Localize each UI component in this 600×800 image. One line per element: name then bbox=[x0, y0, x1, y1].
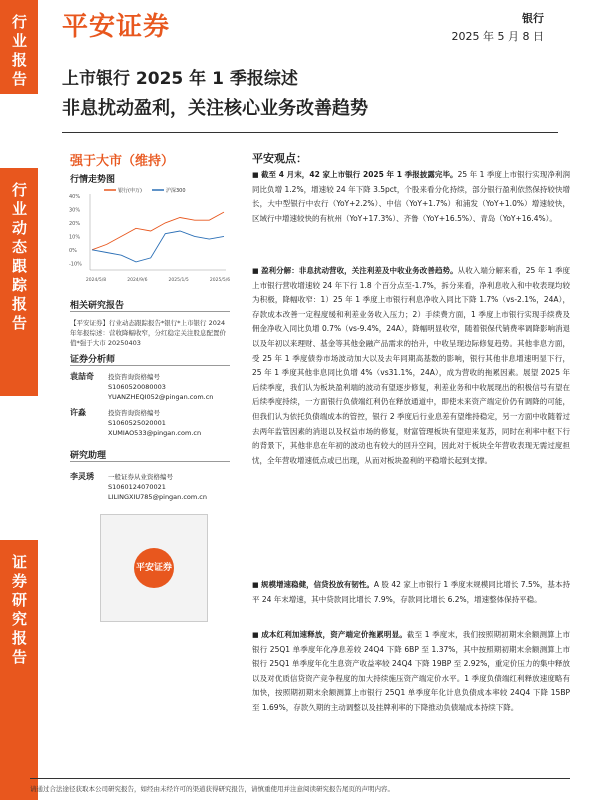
legend-hs300: 沪深300 bbox=[166, 188, 186, 194]
footer-disclaimer: 请通过合法途径获取本公司研究报告，如经由未经许可的渠道获得研究报告，请慎重使用并注意阅读研究报告尾页的声明内容。 bbox=[30, 785, 394, 793]
bullet-icon: ■ bbox=[252, 267, 261, 275]
paragraph-lead: 规模增速稳健，信贷投放有韧性。 bbox=[260, 580, 374, 589]
x-tick-label: 2024/9/6 bbox=[127, 278, 148, 283]
viewpoint-paragraph bbox=[252, 168, 570, 226]
side-label-dynamic-tracking: 行业动态跟踪报告 bbox=[0, 168, 38, 396]
paragraph-lead: 截至 4 月末，42 家上市银行 2025 年 1 季报披露完毕。 bbox=[260, 170, 458, 179]
y-tick-label: 20% bbox=[69, 220, 81, 227]
qr-logo-icon: 平安证券 bbox=[134, 548, 174, 588]
industry-label: 银行 bbox=[522, 12, 544, 25]
analyst-role: 投资咨询资格编号 bbox=[108, 373, 160, 381]
analyst-id: S1060520080003 bbox=[108, 383, 166, 391]
viewpoints-title: 平安观点： bbox=[252, 152, 307, 165]
company-logo: 平安证券 bbox=[62, 12, 171, 42]
viewpoint-paragraph bbox=[252, 628, 570, 716]
paragraph-body: 从收入端分解来看，25 年 1 季度上市银行营收增速较 24 年下行 1.8 个百分点至-1.7%，拆分来看，净利息收入和中收表现均较为积极，降幅收窄：1）25 年 1 季度上市银行利息净收入同比下降 1.7%（vs-2.1%，24A），存款成本改善一定程度缓和利差业务收入压力；2）手续费方面，1 季度上市银行实现手续费及佣金净收入同比负增 0.7%（vs-9.4%，24A），降幅明显收窄，随着银保代销费率调降影响消退以及年初以来理财、基金等其他金融产品需求的抬升，中收呈现边际修复趋势。其他非息方面，受 25 年 1 季度债券市场波动加大以及去年同期高基数的影响，银行其他非息增速明显下行，25 年 1 季度其他非息同比负增 4%（vs31.1%，24A），成为营收的拖累因素。展望 2025 年后续季度，我们认为板块盈利端的波动有望逐步修复，利差业务和中收展现出的积极信号有望在后续季度持续，一方面银行负债端红利仍在释放通道中，即使未来资产端定价仍有调降的可能，但我们认为依托负债端成本的管控，银行 2 季度后行业息差有望维持稳定，另一方面中收随着过去两年监管因素的消退以及权益市场的修复，财富管理板块有望迎来复苏，同时在利率中枢下行的背景下，其他非息在年初的波动也有较大的回升空间，因此对于板块全年营收表现无需过度担忧，全年营收增速低点或已出现，从而对板块盈利的平稳增长起到支撑。 bbox=[252, 266, 571, 465]
y-tick-label: 30% bbox=[69, 207, 81, 214]
series-line bbox=[92, 231, 224, 262]
chart-title: 行情走势图 bbox=[70, 175, 116, 185]
divider bbox=[70, 311, 230, 312]
report-subtitle: 非息扰动盈利，关注核心业务改善趋势 bbox=[62, 98, 368, 119]
report-title: 上市银行 2025 年 1 季报综述 bbox=[62, 69, 298, 89]
y-tick-label: 0% bbox=[69, 247, 77, 254]
assistant-email[interactable]: LILINGXIU785@pingan.com.cn bbox=[108, 493, 207, 501]
paragraph-body: 截至 1 季度末，我们按照期初期末余额测算上市银行 25Q1 单季度年化净息差较 24Q4 下降 6BP 至 1.37%，其中按照期初期末余额测算上市银行 25Q1 单季度年化生息资产收益率较 24Q4 下降 19BP 至 2.92%，重定价压力的集中释放以及对优质信贷资产竞争程度的加大持续施压资产端定价水平。1 季度负债端红利释放速度略有加快，按照期初期末余额测算上市银行 25Q1 单季度年化计息负债成本率较 24Q4 下降 15BP 至 1.69%，存款久期的主动调整以及挂牌利率的下降推动负债端成本持续下降。 bbox=[252, 630, 570, 712]
header-divider bbox=[62, 132, 558, 133]
trend-chart-svg bbox=[68, 182, 230, 286]
qr-code[interactable] bbox=[100, 514, 208, 622]
footer-divider bbox=[30, 778, 570, 779]
side-label-industry-report: 行业报告 bbox=[0, 0, 38, 94]
viewpoint-paragraph bbox=[252, 264, 570, 468]
legend-bank: 银行(申万) bbox=[118, 188, 142, 194]
bullet-icon: ■ bbox=[252, 581, 261, 589]
bullet-icon: ■ bbox=[252, 631, 262, 639]
x-tick-label: 2024/5/8 bbox=[85, 278, 107, 283]
x-tick-label: 2025/5/6 bbox=[209, 278, 230, 283]
series-line bbox=[92, 212, 224, 250]
assistant-name: 李灵琇 bbox=[70, 472, 94, 481]
analyst-name: 许淼 bbox=[70, 408, 86, 417]
paragraph-body: A 股 42 家上市银行 1 季度末规模同比增长 7.5%，基本持平 24 年末增速，其中贷款同比增长 7.9%，存款同比增长 6.2%，增速整体保持平稳。 bbox=[252, 580, 570, 604]
y-tick-label: -10% bbox=[69, 261, 82, 268]
bullet-icon: ■ bbox=[252, 171, 261, 179]
assistant-role: 一般证券从业资格编号 bbox=[108, 473, 173, 481]
paragraph-lead: 盈利分解：非息扰动营收，关注利差及中收业务改善趋势。 bbox=[260, 266, 458, 275]
report-date: 2025 年 5 月 8 日 bbox=[451, 30, 544, 43]
analysts-title: 证券分析师 bbox=[70, 355, 116, 365]
side-label-securities-research: 证券研究报告 bbox=[0, 540, 38, 800]
divider bbox=[70, 365, 230, 366]
divider bbox=[70, 461, 230, 462]
analyst-role: 投资咨询资格编号 bbox=[108, 409, 160, 417]
analyst-id: S1060525020001 bbox=[108, 419, 166, 427]
assistant-id: S1060124070021 bbox=[108, 483, 166, 491]
rating-badge: 强于大市（维持） bbox=[70, 154, 175, 169]
viewpoint-paragraph bbox=[252, 578, 570, 607]
related-report-link[interactable]: 【平安证券】行业动态跟踪报告*银行*上市银行 2024 年年报综述：营收降幅收窄，分红稳定关注股息配置价值*强于大市 20250403 bbox=[70, 319, 226, 347]
y-tick-label: 10% bbox=[69, 234, 81, 241]
assistant-title: 研究助理 bbox=[70, 451, 107, 461]
analyst-name: 袁喆奇 bbox=[70, 372, 94, 381]
analyst-email[interactable]: YUANZHEQI052@pingan.com.cn bbox=[108, 393, 214, 401]
paragraph-lead: 成本红利加速释放，资产端定价拖累明显。 bbox=[261, 630, 407, 639]
analyst-email[interactable]: XUMIAO533@pingan.com.cn bbox=[108, 429, 202, 437]
market-trend-chart bbox=[68, 182, 230, 286]
paragraph-body: 25 年 1 季度上市银行实现净利润同比负增 1.2%，增速较 24 年下降 3.5pct，个股来看分化持续，部分银行盈利依然保持较快增长，大中型银行中农行（YoY+2.2%）、中信（YoY+1.7%）和浦发（YoY+1.0%）增速较快，区域行中增速较快的有杭州（YoY+17.3%）、齐鲁（YoY+16.5%）、青岛（YoY+16.4%）。 bbox=[252, 170, 570, 223]
x-tick-label: 2025/1/5 bbox=[168, 278, 189, 283]
related-reports-title: 相关研究报告 bbox=[70, 301, 125, 311]
y-tick-label: 40% bbox=[69, 194, 81, 200]
